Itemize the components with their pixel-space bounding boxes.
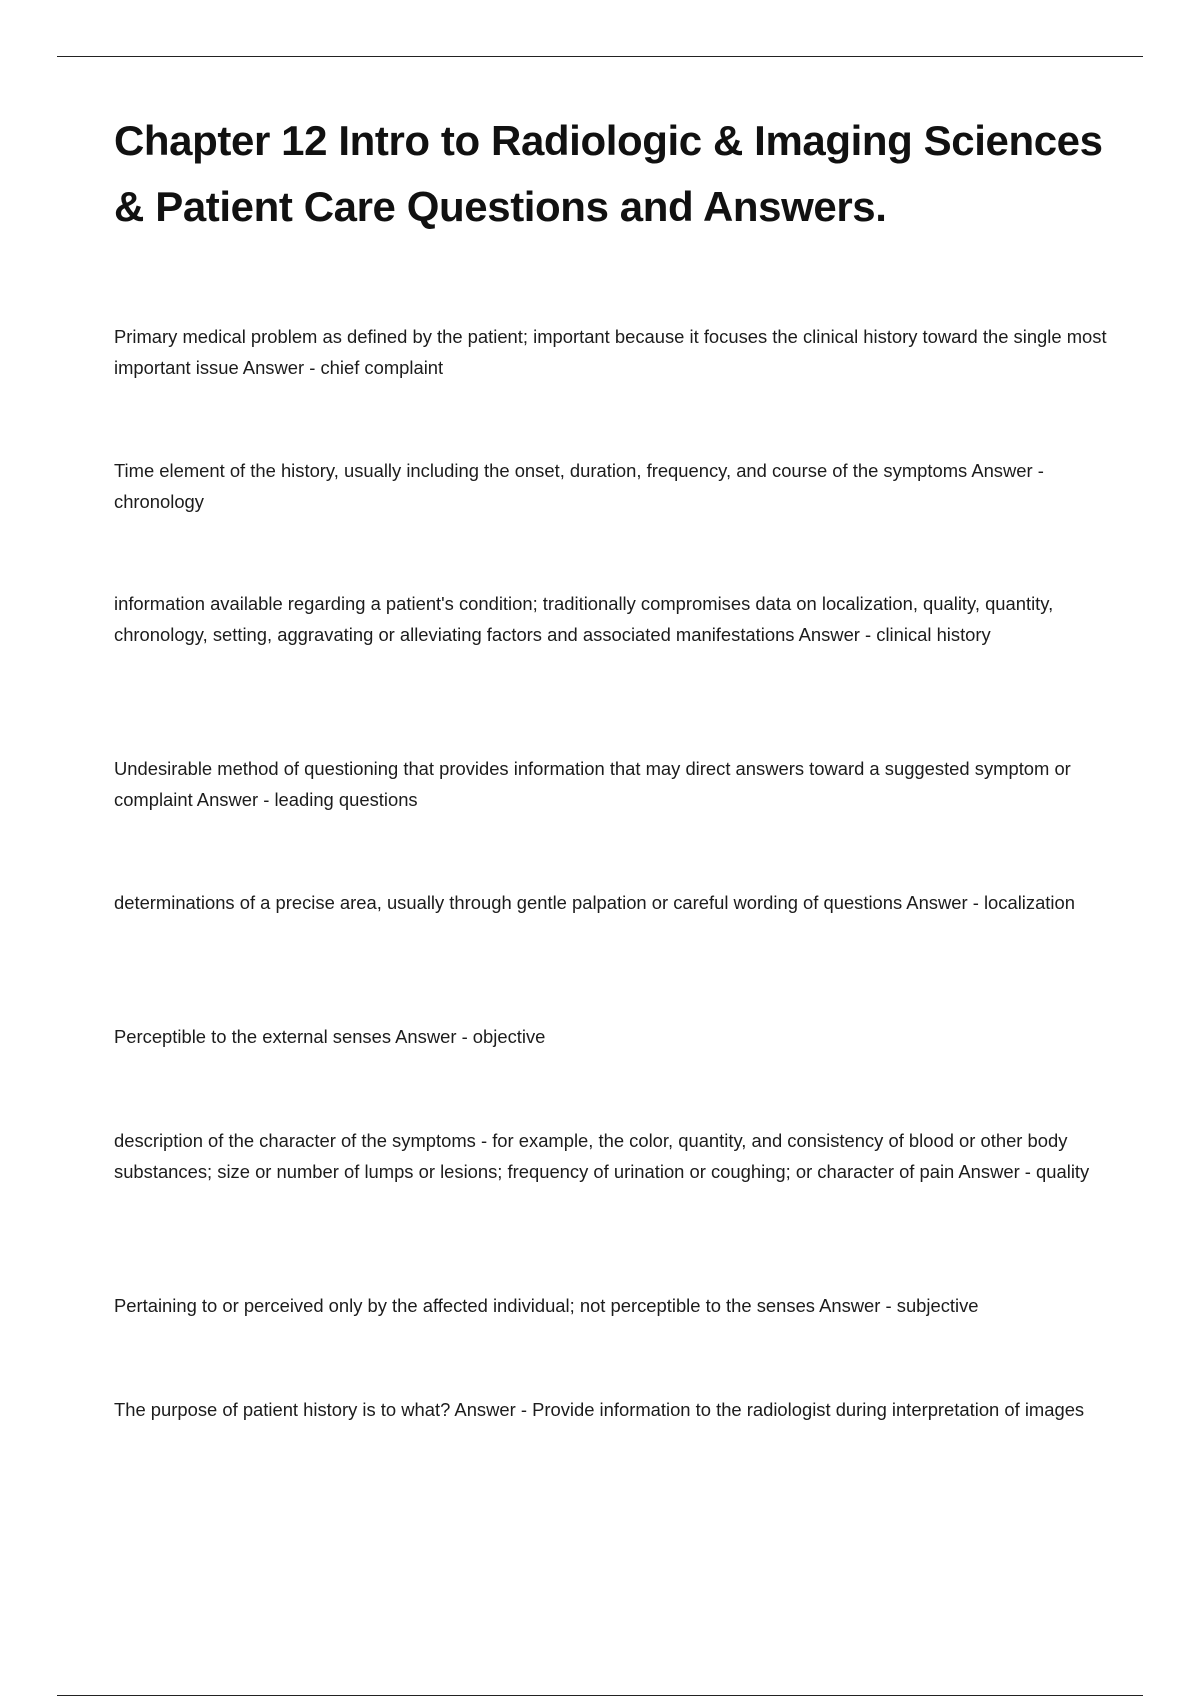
qa-item-chief-complaint: Primary medical problem as defined by the patient; important because it focuses the clinical history toward the single most important issue Answer - chief complaint (114, 326, 1107, 378)
qa-item-leading-questions: Undesirable method of questioning that provides information that may direct answers toward a suggested symptom or complaint Answer - leading questions (114, 758, 1071, 810)
document-title: Chapter 12 Intro to Radiologic & Imaging Sciences & Patient Care Questions and Answers. (114, 117, 1103, 230)
bottom-divider (57, 1695, 1143, 1696)
qa-item-objective: Perceptible to the external senses Answer - objective (114, 1026, 546, 1047)
qa-item-localization: determinations of a precise area, usually through gentle palpation or careful wording of questions Answer - localization (114, 892, 1075, 913)
qa-item-clinical-history: information available regarding a patient's condition; traditionally compromises data on localization, quality, quantity, chronology, setting, aggravating or alleviating factors and associated manifestations Answer - clinical history (114, 593, 1054, 645)
top-divider (57, 56, 1143, 57)
qa-item-quality: description of the character of the symptoms - for example, the color, quantity, and consistency of blood or other body substances; size or number of lumps or lesions; frequency of urination or coughing; or character of pain Answer - quality (114, 1130, 1090, 1182)
qa-item-chronology: Time element of the history, usually including the onset, duration, frequency, and course of the symptoms Answer - chronology (114, 460, 1044, 512)
qa-item-subjective: Pertaining to or perceived only by the affected individual; not perceptible to the senses Answer - subjective (114, 1295, 979, 1316)
qa-item-purpose-of-history: The purpose of patient history is to what? Answer - Provide information to the radiologist during interpretation of images (114, 1399, 1085, 1420)
